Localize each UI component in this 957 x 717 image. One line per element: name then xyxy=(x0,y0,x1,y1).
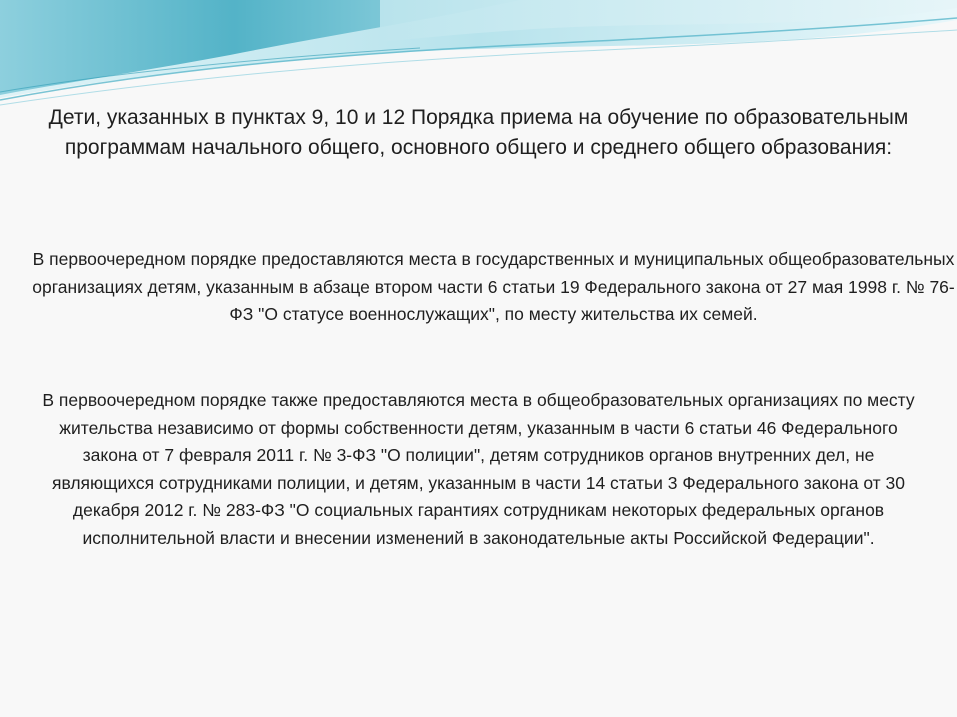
paragraph-military-families: В первоочередном порядке предоставляются места в государственных и муниципальных общеобразовательных организациях детям, указанным в абзаце втором части 6 статьи 19 Федерального закона от 27 мая 1998 г. № 76-ФЗ "О статусе военнослужащих", по месту жительства их семей. xyxy=(32,249,955,324)
slide-title: Дети, указанных в пунктах 9, 10 и 12 Порядка приема на обучение по образовательным программам начального общего, основного общего и среднего общего образования: xyxy=(48,106,909,159)
decorative-wave-header xyxy=(0,0,957,120)
paragraph-police-families: В первоочередном порядке также предоставляются места в общеобразовательных организациях по месту жительства независимо от формы собственности детям, указанным в части 6 статьи 46 Федерального закона от 7 февраля 2011 г. № 3-ФЗ "О полиции", детям сотрудников органов внутренних дел, не являющихся сотрудниками полиции, и детям, указанным в части 14 статьи 3 Федерального закона от 30 декабря 2012 г. № 283-ФЗ "О социальных гарантиях сотрудникам некоторых федеральных органов исполнительной власти и внесении изменений в законодательные акты Российской Федерации". xyxy=(42,390,915,548)
